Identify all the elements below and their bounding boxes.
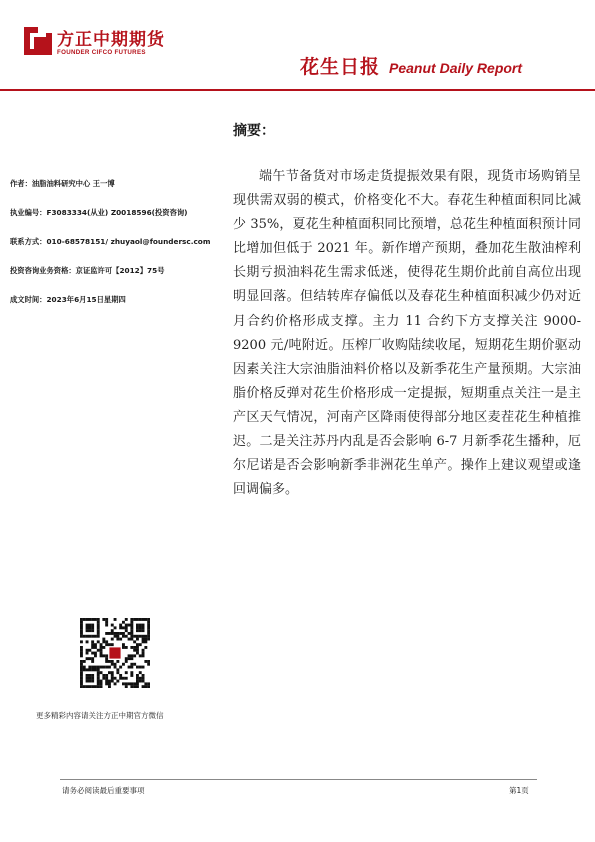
qr-code-icon — [80, 618, 150, 688]
report-title — [300, 52, 522, 79]
header-divider — [0, 89, 595, 91]
company-logo-icon — [24, 27, 52, 55]
report-title-cn: 花生日报 — [300, 56, 381, 78]
summary-body: 端午节备货对市场走货提振效果有限，现货市场购销呈现供需双弱的模式，价格变化不大。春花生种植面积同比减少 35%，夏花生种植面积同比预增，总花生种植面积预计同比增加但低于 2021 年。新作增产预期，叠加花生散油榨利长期亏损油料花生需求低迷，使得花生期价此前自高位出现明显回落。但结转库存偏低以及春花生种植面积减少仍对近月合约价格形成支撑。主力 11 合约下方支撑关注 9000-9200 元/吨附近。压榨厂收购陆续收尾，短期花生期价驱动因素关注大宗油脂油料价格以及新季花生产量预期。大宗油脂价格反弹对花生价格形成一定提振，短期重点关注一是主产区天气情况，河南产区降雨使得部分地区麦茬花生种植推迟。二是关注苏丹内乱是否会影响 6-7 月新季花生播种，厄尔尼诺是否会影响新季非洲花生单产。操作上建议观望或逢回调偏多。 — [233, 169, 581, 498]
contact-line: 联系方式：010-68578151/ zhuyaol@foundersc.com — [10, 237, 211, 246]
license-line: 执业编号：F3083334(从业) Z0018596(投资咨询) — [10, 208, 188, 217]
author-info-panel — [10, 178, 220, 323]
summary-heading: 摘要： — [233, 123, 275, 139]
company-name-cn: 方正中期期货 — [57, 30, 165, 50]
report-title-en: Peanut Daily Report — [389, 60, 523, 76]
company-name-en: FOUNDER CIFCO FUTURES — [57, 49, 146, 56]
page-number: 第1页 — [509, 786, 529, 795]
wechat-qr-code — [80, 618, 150, 688]
qualification-line: 投资咨询业务资格：京证监许可【2012】75号 — [10, 266, 165, 275]
date-line: 成文时间：2023年6月15日星期四 — [10, 295, 126, 304]
company-logo — [24, 25, 184, 61]
author-line: 作者：油脂油料研究中心 王一博 — [10, 179, 115, 188]
footer-divider — [60, 779, 537, 780]
qr-caption: 更多精彩内容请关注方正中期官方微信 — [36, 711, 164, 720]
footer-notice: 请务必阅读最后重要事项 — [62, 786, 145, 795]
